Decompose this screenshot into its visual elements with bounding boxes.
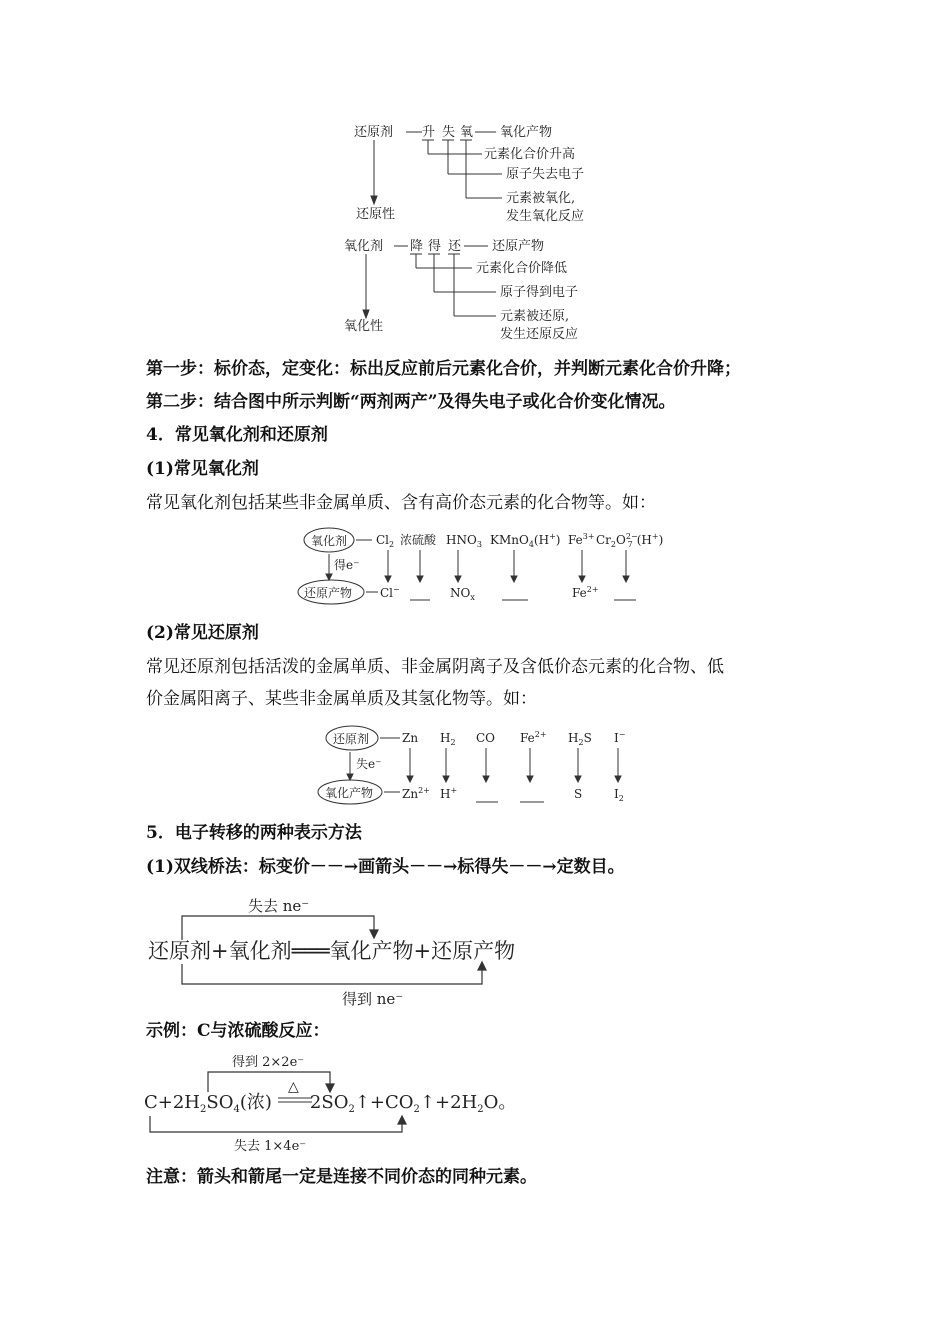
iodine-formula: $I_2$	[614, 787, 624, 803]
section-4-heading: 4．常见氧化剂和还原剂	[146, 425, 328, 445]
gain-2x2e-label: 得到 2×2e⁻	[232, 1055, 305, 1070]
step-two: 第二步：结合图中所示判断“两剂两产”及得失电子或化合价变化情况。	[146, 392, 676, 412]
dichromate-formula: $Cr_2O^{2-}$ 7 (H+)	[596, 532, 664, 549]
branch-text: 元素化合价降低	[476, 261, 568, 276]
section-4-desc2-line2: 价金属阳离子、某些非金属单质及其氢化物等。如：	[146, 689, 537, 709]
gain-ne-label: 得到 ne⁻	[342, 990, 404, 1008]
lose-1x4e-label: 失去 1×4e⁻	[234, 1139, 307, 1154]
reducer-node: 还原剂	[333, 732, 370, 746]
co-formula: CO	[476, 731, 496, 745]
sulfur-formula: S	[574, 787, 583, 801]
branch-text: 发生氧化反应	[506, 209, 585, 224]
iron2-formula: $Fe^{2+}$	[520, 730, 547, 745]
conc-sulfuric-acid-label: 浓硫酸	[400, 533, 437, 547]
section-4-sub2: (2)常见还原剂	[146, 623, 259, 643]
reducer-label: 还原剂	[354, 125, 394, 140]
reducing-property-label: 还原性	[356, 207, 396, 222]
branch-text: 原子得到电子	[500, 285, 579, 300]
oxidizer-examples-diagram	[296, 524, 666, 606]
fall-label: 降	[410, 239, 424, 254]
branch-text: 元素被还原,	[500, 309, 570, 324]
hydrogen-ion-formula: H+	[440, 786, 458, 801]
h2s-formula: $H_2S$	[568, 731, 592, 747]
branch-text: 元素化合价升高	[484, 147, 576, 162]
reducer-examples-diagram	[316, 722, 636, 806]
nox-formula: $NO_x$	[450, 586, 475, 602]
lose-ne-label: 失去 ne⁻	[248, 897, 310, 915]
iron3-formula: $Fe^{3+}$	[568, 532, 595, 547]
step-one: 第一步：标价态，定变化：标出反应前后元素化合价，并判断元素化合价升降；	[146, 359, 741, 379]
section-5-method1: (1)双线桥法：标变价－－→画箭头－－→标得失－－→定数目。	[146, 857, 625, 877]
oxidation-product-label: 氧化产物	[500, 125, 553, 140]
section-4-desc1: 常见氧化剂包括某些非金属单质、含有高价态元素的化合物等。如：	[146, 493, 656, 513]
section-4-desc2-line1: 常见还原剂包括活泼的金属单质、非金属阴离子及含低价态元素的化合物、低	[146, 657, 724, 677]
oxidizer-node: 氧化剂	[311, 534, 348, 548]
nitric-acid-formula: $HNO_3$	[446, 533, 482, 549]
bridge-equation: 还原剂+氧化剂═══氧化产物+还原产物	[148, 939, 516, 963]
note: 注意：箭头和箭尾一定是连接不同价态的同种元素。	[146, 1167, 537, 1187]
reduced-label: 还	[448, 239, 462, 254]
branch-text: 发生还原反应	[500, 327, 579, 342]
heat-condition-icon: △	[288, 1079, 299, 1095]
lose-label: 失	[442, 125, 456, 140]
reduction-product-label: 还原产物	[492, 239, 545, 254]
iron2-formula: $Fe^{2+}$	[572, 585, 599, 600]
concept-diagram	[330, 118, 630, 348]
chlorine-formula: $Cl_2$	[376, 533, 395, 549]
section-4-sub1: (1)常见氧化剂	[146, 459, 259, 479]
oxidized-label: 氧	[460, 125, 474, 140]
oxidation-product-node: 氧化产物	[325, 786, 374, 800]
rise-label: 升	[422, 125, 436, 140]
oxidizer-label: 氧化剂	[344, 239, 384, 254]
gain-label: 得	[428, 239, 442, 254]
double-bridge-diagram	[140, 892, 560, 1010]
chloride-formula: Cl−	[380, 585, 400, 600]
lose-electron-label: 失e⁻	[356, 757, 382, 771]
reduction-product-node: 还原产物	[304, 586, 353, 600]
branch-text: 原子失去电子	[506, 167, 585, 182]
zinc-ion-formula: $Zn^{2+}$	[402, 786, 430, 801]
iodide-formula: I−	[614, 730, 626, 745]
gain-electron-label: 得e⁻	[334, 558, 360, 572]
permanganate-formula: KMnO$_4$(H+)	[490, 532, 561, 549]
hydrogen-formula: $H_2$	[440, 731, 456, 747]
example-equation-diagram	[140, 1050, 560, 1156]
example-equation: $C+2H_2SO_4$(浓) $2SO_2↑+CO_2↑+2H_2O$。	[144, 1092, 517, 1115]
oxidizing-property-label: 氧化性	[344, 319, 384, 334]
example-title: 示例：C与浓硫酸反应：	[146, 1021, 330, 1041]
section-5-heading: 5．电子转移的两种表示方法	[146, 823, 362, 843]
zinc-formula: Zn	[402, 731, 419, 745]
branch-text: 元素被氧化,	[506, 191, 576, 206]
